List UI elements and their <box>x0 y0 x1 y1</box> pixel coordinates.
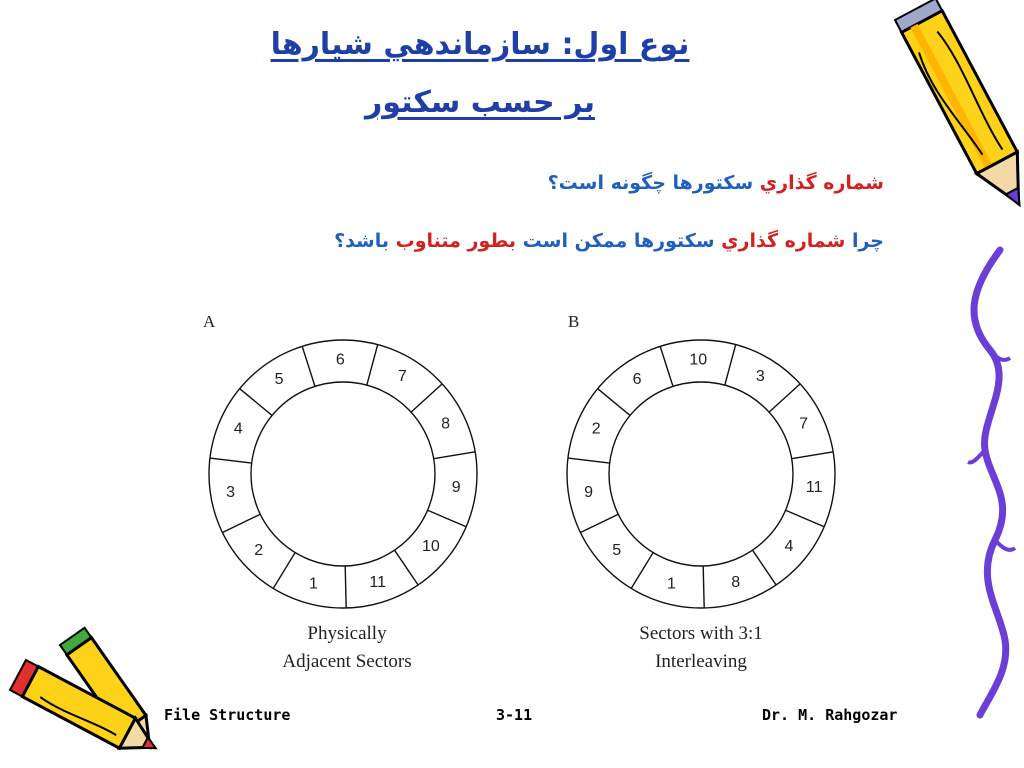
disk-b-sector-label: 4 <box>784 537 794 555</box>
disk-b-outer-ring <box>567 340 835 608</box>
panel-b-label: B <box>568 312 580 331</box>
disk-b-sector-divider <box>753 550 777 585</box>
pencil-icon-top-right <box>855 0 1015 250</box>
panel-b-caption-line-1: Sectors with 3:1 <box>639 623 763 644</box>
disk-a-sector-label: 5 <box>274 370 284 388</box>
disk-b-sector-divider <box>786 510 825 527</box>
panel-a-label: A <box>203 312 216 331</box>
footer-slide-number: 3-11 <box>496 706 533 724</box>
disk-b-sector-label: 10 <box>689 351 708 369</box>
panel-a-caption <box>217 620 477 676</box>
disk-a-sector-label: 4 <box>233 420 243 438</box>
disk-a-sector-label: 7 <box>397 367 407 385</box>
disk-b-sector-divider <box>792 452 833 459</box>
disk-a-sector-label: 1 <box>309 575 318 593</box>
disk-a-sector-label: 8 <box>441 415 450 433</box>
disk-a-inner-ring <box>251 382 435 566</box>
disk-a-sector-divider <box>210 458 252 463</box>
disk-a-sector-divider <box>273 553 295 589</box>
disk-b-sector-divider <box>580 514 618 532</box>
disk-a-sector-label: 6 <box>335 351 345 369</box>
disk-a-sector-divider <box>411 384 442 412</box>
disk-b-sector-label: 9 <box>584 484 594 502</box>
disk-b-sector-divider <box>598 389 630 416</box>
panel-a-caption-line-2: Adjacent Sectors <box>282 651 412 672</box>
panel-b-caption-line-2: Interleaving <box>655 651 747 672</box>
question-2-part-2: شماره گذاري <box>714 230 846 252</box>
purple-vine-icon <box>960 250 1020 720</box>
disk-b-sector-divider <box>568 458 610 463</box>
disk-b-sector-divider <box>660 346 673 386</box>
disk-b-sector-label: 2 <box>591 420 601 438</box>
footer-course-title: File Structure <box>164 706 291 724</box>
pencils-icon-bottom-left <box>0 610 170 760</box>
disk-b-sector-label: 6 <box>632 370 642 388</box>
disk-a-sector-divider <box>222 514 260 532</box>
disk-a-sector-label: 10 <box>422 537 440 555</box>
disk-a-sector-divider <box>434 452 475 459</box>
disk-a-sector-divider <box>240 389 272 416</box>
question-2-part-5: باشد؟ <box>334 230 390 252</box>
disk-a-sector-divider <box>367 345 378 386</box>
disk-b-sector-divider <box>631 553 653 589</box>
slide-title-line-1: نوع اول: سازماندهي شيارها <box>270 27 690 62</box>
disk-a-sector-label: 11 <box>369 573 387 591</box>
disk-b-sector-label: 11 <box>805 478 823 496</box>
disk-a-outer-ring <box>209 340 477 608</box>
disk-a-sector-label: 3 <box>226 484 236 502</box>
disk-b-sector-divider <box>769 384 800 412</box>
footer-author: Dr. M. Rahgozar <box>762 706 898 724</box>
question-1-part-1: شماره گذاري <box>753 172 884 194</box>
disk-a-sector-divider <box>428 510 467 527</box>
question-1 <box>548 172 884 194</box>
disk-b-sector-divider <box>725 345 736 386</box>
question-1-part-2: سكتورها چگونه است؟ <box>547 172 754 194</box>
disk-b-sector-label: 1 <box>667 575 676 593</box>
question-2-part-4: بطور متناوب <box>389 230 517 252</box>
disk-a-sector-divider <box>345 566 346 608</box>
disk-b-inner-ring <box>609 382 793 566</box>
disk-b-sector-label: 3 <box>755 367 765 385</box>
disk-a-sector-divider <box>395 550 419 585</box>
slide-title-line-2: بر حسب سكتور <box>365 85 595 120</box>
disk-b-sector-divider <box>703 566 704 608</box>
disk-diagram-a <box>205 336 481 612</box>
question-2-part-1: چرا <box>845 230 884 252</box>
disk-b-sector-label: 5 <box>612 541 622 559</box>
disk-b-sector-label: 7 <box>799 415 808 433</box>
disk-diagram-b <box>563 336 839 612</box>
question-2-part-3: سكتورها ممكن است <box>516 230 715 252</box>
panel-a-caption-line-1: Physically <box>307 623 387 644</box>
disk-a-sector-label: 2 <box>254 541 264 559</box>
disk-a-sector-label: 9 <box>451 478 461 496</box>
disk-a-sector-divider <box>302 346 315 386</box>
disk-b-sector-label: 8 <box>731 573 741 591</box>
panel-b-caption <box>571 620 831 676</box>
question-2 <box>334 230 884 252</box>
